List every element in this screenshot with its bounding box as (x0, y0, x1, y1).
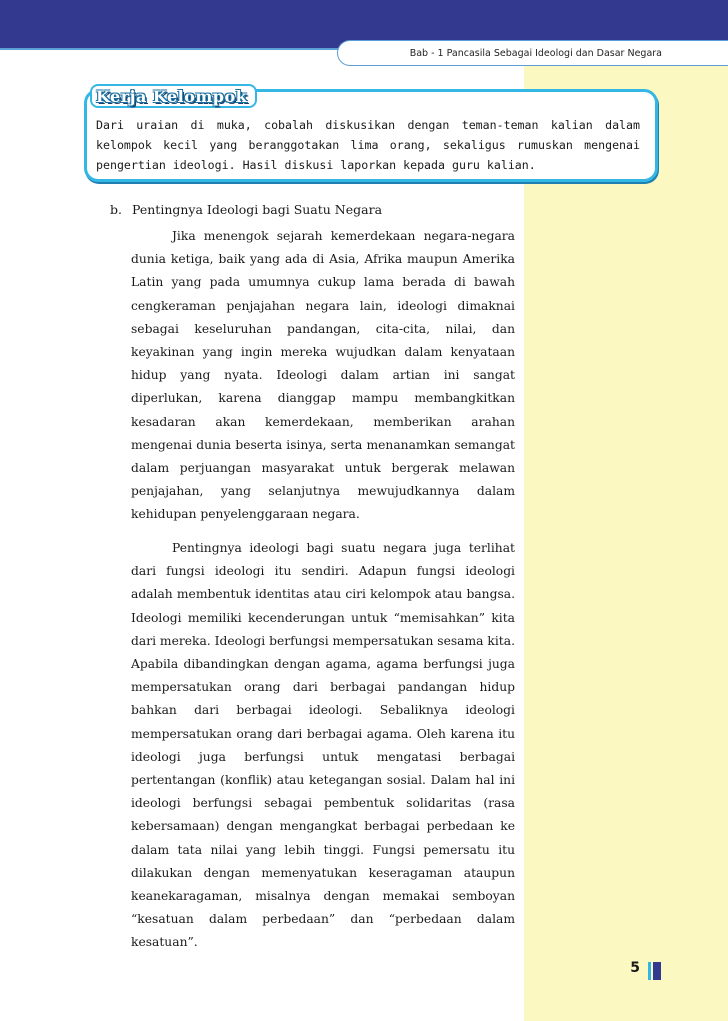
page-marker-accent (648, 962, 651, 980)
chapter-title (337, 40, 728, 66)
activity-title: Kerja Kelompok (90, 84, 257, 108)
section-marker: b. (110, 202, 122, 217)
body-paragraph (131, 225, 515, 527)
section-heading-text: Pentingnya Ideologi bagi Suatu Negara (132, 202, 383, 217)
margin-panel (524, 50, 728, 1021)
body-paragraph (131, 537, 515, 955)
page-marker-block (653, 962, 661, 980)
section-heading (110, 201, 510, 219)
paragraph-text: Pentingnya ideologi bagi suatu negara juga terlihat dari fungsi ideologi itu sendiri. Adapun fungsi ideologi adalah membentuk identitas atau ciri kelompok atau bangsa. Ideologi memiliki kecenderungan untuk “memisahkan” kita dari mereka. Ideologi berfungsi mempersatukan sesama kita. Apabila dibandingkan dengan agama, agama berfungsi juga mempersatukan orang dari berbagai pandangan hidup bahkan dari berbagai ideologi. Sebaliknya ideologi mempersatukan orang dari berbagai agama. Oleh karena itu ideologi juga berfungsi untuk mengatasi berbagai pertentangan (konflik) atau ketegangan sosial. Dalam hal ini ideologi berfungsi sebagai pembentuk solidaritas (rasa kebersamaan) dengan mengangkat berbagai perbedaan ke dalam tata nilai yang lebih tinggi. Fungsi pemersatu itu dilakukan dengan memenyatukan keseragaman ataupun keanekaragaman, misalnya dengan memakai semboyan “kesatuan dalam perbedaan” dan “perbedaan dalam kesatuan”. (131, 541, 515, 950)
chapter-title-text: Bab - 1 Pancasila Sebagai Ideologi dan Dasar Negara (409, 47, 662, 59)
page-number: 5 (630, 960, 640, 976)
paragraph-text: Jika menengok sejarah kemerdekaan negara-negara dunia ketiga, baik yang ada di Asia, Afrika maupun Amerika Latin yang pada umumnya cukup lama berada di bawah cengkeraman penjajahan negara lain, ideologi dimaknai sebagai keseluruhan pandangan, cita-cita, nilai, dan keyakinan yang ingin mereka wujudkan dalam kenyataan hidup yang nyata. Ideologi dalam artian ini sangat diperlukan, karena dianggap mampu membangkitkan kesadaran akan kemerdekaan, memberikan arahan mengenai dunia beserta isinya, serta menanamkan semangat dalam perjuangan masyarakat untuk bergerak melawan penjajahan, yang selanjutnya mewujudkannya dalam kehidupan penyelenggaraan negara. (131, 229, 515, 522)
activity-instructions: Dari uraian di muka, cobalah diskusikan dengan teman-teman kalian dalam kelompok kecil yang beranggotakan lima orang, sekaligus rumuskan mengenai pengertian ideologi. Hasil diskusi laporkan kepada guru kalian. (96, 118, 640, 172)
